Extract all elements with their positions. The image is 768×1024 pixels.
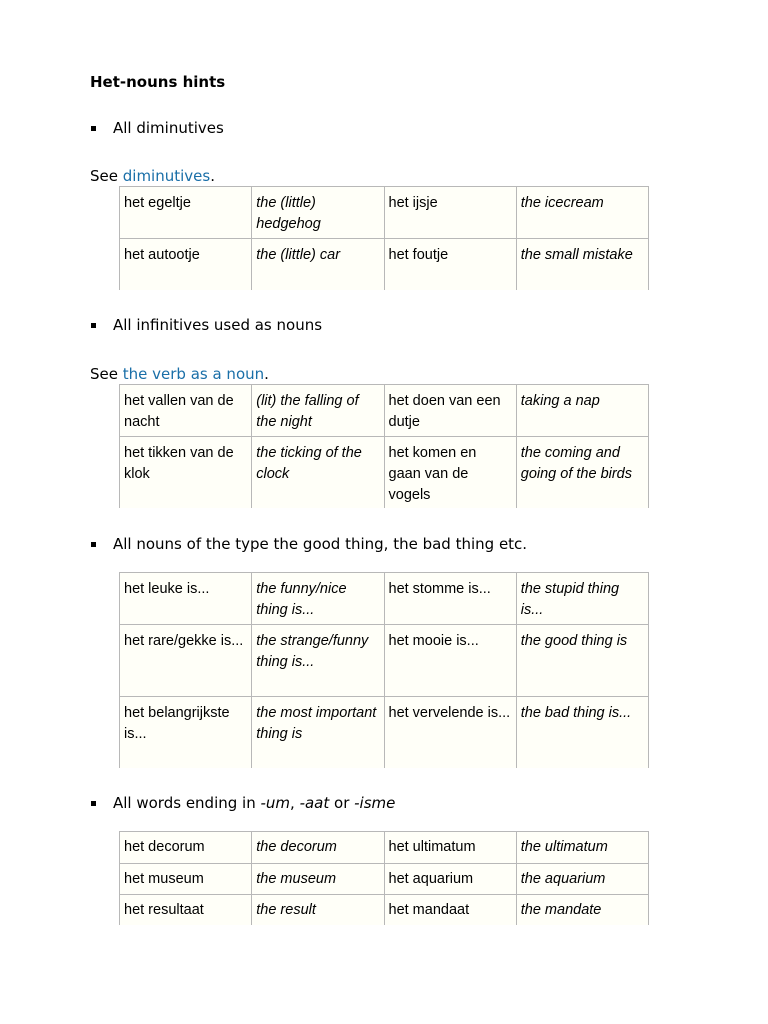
english-translation: the coming and going of the birds (516, 437, 648, 509)
suffix-um: -um (260, 794, 291, 812)
bullet-square-icon (91, 323, 96, 328)
english-translation: the result (252, 895, 384, 925)
english-translation: taking a nap (516, 385, 648, 437)
dutch-word: het tikken van de klok (120, 437, 252, 509)
bullet-text (113, 793, 395, 813)
dutch-word: het belangrijkste is... (120, 697, 252, 768)
dutch-word: het leuke is... (120, 573, 252, 625)
dutch-word: het autootje (120, 239, 252, 290)
dutch-word: het museum (120, 864, 252, 895)
dutch-word: het mandaat (384, 895, 516, 925)
dutch-word: het doen van een dutje (384, 385, 516, 437)
english-translation: the aquarium (516, 864, 648, 895)
dutch-word: het vervelende is... (384, 697, 516, 768)
dutch-word: het foutje (384, 239, 516, 290)
table-row (120, 239, 649, 290)
bullet-square-icon (91, 126, 96, 131)
see-also-diminutives (90, 166, 215, 186)
english-translation: the decorum (252, 832, 384, 864)
english-translation: the funny/nice thing is... (252, 573, 384, 625)
english-translation: the ultimatum (516, 832, 648, 864)
dutch-word: het ultimatum (384, 832, 516, 864)
english-translation: the mandate (516, 895, 648, 925)
table-word-endings (119, 831, 649, 925)
dutch-word: het ijsje (384, 187, 516, 239)
bullet-text: All infinitives used as nouns (113, 316, 323, 334)
dutch-word: het rare/gekke is... (120, 625, 252, 697)
table-row (120, 832, 649, 864)
see-prefix: See (90, 167, 123, 185)
bullet-text: All diminutives (113, 119, 224, 137)
verb-as-noun-link[interactable]: the verb as a noun (122, 365, 265, 383)
diminutives-link[interactable]: diminutives (122, 167, 211, 185)
bullet-square-icon (91, 801, 96, 806)
table-diminutives (119, 186, 649, 290)
dutch-word: het stomme is... (384, 573, 516, 625)
table-row (120, 437, 649, 509)
english-translation: the strange/funny thing is... (252, 625, 384, 697)
table-row (120, 697, 649, 768)
english-translation: (lit) the falling of the night (252, 385, 384, 437)
see-prefix: See (90, 365, 123, 383)
table-row (120, 895, 649, 925)
english-translation: the icecream (516, 187, 648, 239)
page-title: Het-nouns hints (90, 73, 226, 91)
table-row (120, 385, 649, 437)
bullet-square-icon (91, 542, 96, 547)
table-row (120, 573, 649, 625)
table-row (120, 625, 649, 697)
see-also-verb-as-noun (90, 364, 269, 384)
english-translation: the bad thing is... (516, 697, 648, 768)
dutch-word: het mooie is... (384, 625, 516, 697)
dutch-word: het egeltje (120, 187, 252, 239)
english-translation: the (little) hedgehog (252, 187, 384, 239)
dutch-word: het vallen van de nacht (120, 385, 252, 437)
separator: or (329, 794, 355, 812)
english-translation: the (little) car (252, 239, 384, 290)
dutch-word: het aquarium (384, 864, 516, 895)
separator: , (290, 794, 300, 812)
dutch-word: het decorum (120, 832, 252, 864)
table-row (120, 187, 649, 239)
suffix-isme: -isme (354, 794, 396, 812)
table-adjective-nouns (119, 572, 649, 768)
english-translation: the stupid thing is... (516, 573, 648, 625)
see-suffix: . (210, 167, 215, 185)
english-translation: the small mistake (516, 239, 648, 290)
english-translation: the most important thing is (252, 697, 384, 768)
english-translation: the museum (252, 864, 384, 895)
bullet-prefix: All words ending in (113, 794, 261, 812)
suffix-aat: -aat (299, 794, 330, 812)
bullet-text: All nouns of the type the good thing, the bad thing etc. (113, 535, 528, 553)
table-row (120, 864, 649, 895)
english-translation: the ticking of the clock (252, 437, 384, 509)
english-translation: the good thing is (516, 625, 648, 697)
table-infinitives (119, 384, 649, 508)
dutch-word: het resultaat (120, 895, 252, 925)
see-suffix: . (264, 365, 269, 383)
dutch-word: het komen en gaan van de vogels (384, 437, 516, 509)
